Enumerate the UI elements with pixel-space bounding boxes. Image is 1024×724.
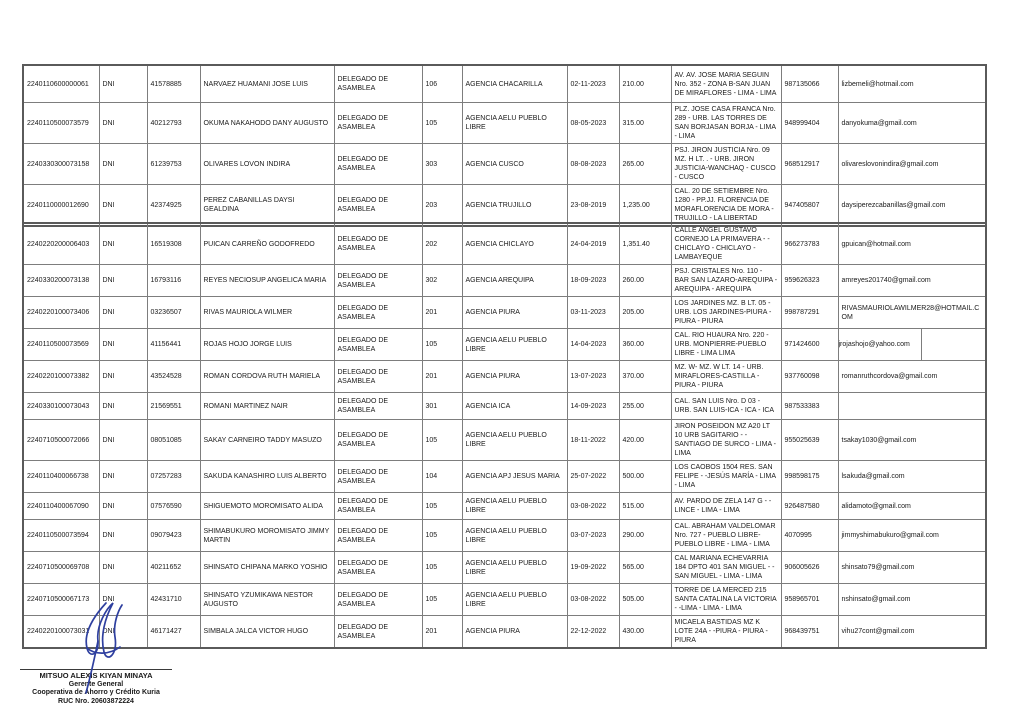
- doc-type-cell: DNI: [99, 223, 147, 265]
- signatory-ruc: RUC Nro. 20603872224: [58, 697, 134, 705]
- doc-type-cell: DNI: [99, 520, 147, 552]
- agency-cell: AGENCIA AELU PUEBLO LIBRE: [462, 329, 567, 361]
- role-cell: DELEGADO DE ASAMBLEA: [334, 461, 422, 493]
- member-id-cell: 2240710500069708: [23, 552, 99, 584]
- doc-type-cell: DNI: [99, 393, 147, 420]
- table-row: [23, 361, 986, 393]
- full-name-cell: ROMAN CORDOVA RUTH MARIELA: [200, 361, 334, 393]
- email-cell: lizbemeli@hotmail.com: [838, 65, 986, 103]
- amount-cell: 370.00: [619, 361, 671, 393]
- agency-code-cell: 105: [422, 420, 462, 461]
- date-cell: 03-08-2022: [567, 493, 619, 520]
- doc-number-cell: 08051085: [147, 420, 200, 461]
- table-row: [23, 552, 986, 584]
- doc-number-cell: 40212793: [147, 103, 200, 144]
- doc-number-cell: 09079423: [147, 520, 200, 552]
- table-row: [23, 461, 986, 493]
- address-cell: AV. PARDO DE ZELA 147 G - -LINCE - LIMA - LIMA: [671, 493, 781, 520]
- doc-number-cell: 16519308: [147, 223, 200, 265]
- table-row: [23, 223, 986, 265]
- amount-cell: 265.00: [619, 144, 671, 185]
- email-cell: vihu27cont@gmail.com: [838, 616, 986, 649]
- address-cell: CAL. SAN LUIS Nro. D 03 - URB. SAN LUIS-ICA - ICA - ICA: [671, 393, 781, 420]
- agency-cell: AGENCIA PIURA: [462, 616, 567, 649]
- doc-type-cell: DNI: [99, 552, 147, 584]
- member-id-cell: 2240110500073569: [23, 329, 99, 361]
- full-name-cell: OLIVARES LOVON INDIRA: [200, 144, 334, 185]
- email-cell: lsakuda@gmail.com: [838, 461, 986, 493]
- signature-line: [20, 669, 172, 670]
- date-cell: 03-07-2023: [567, 520, 619, 552]
- full-name-cell: PEREZ CABANILLAS DAYSI GEALDINA: [200, 185, 334, 227]
- phone-cell: 955025639: [781, 420, 838, 461]
- amount-cell: 315.00: [619, 103, 671, 144]
- doc-type-cell: DNI: [99, 584, 147, 616]
- doc-type-cell: DNI: [99, 420, 147, 461]
- doc-number-cell: 07257283: [147, 461, 200, 493]
- agency-cell: AGENCIA CHICLAYO: [462, 223, 567, 265]
- agency-code-cell: 203: [422, 185, 462, 227]
- signature-block: [20, 636, 172, 706]
- email-split-cell: [838, 329, 986, 360]
- agency-code-cell: 202: [422, 223, 462, 265]
- doc-number-cell: 16793116: [147, 265, 200, 297]
- member-id-cell: 2240330300073158: [23, 144, 99, 185]
- agency-code-cell: 303: [422, 144, 462, 185]
- date-cell: 08-08-2023: [567, 144, 619, 185]
- role-cell: DELEGADO DE ASAMBLEA: [334, 493, 422, 520]
- role-cell: DELEGADO DE ASAMBLEA: [334, 65, 422, 103]
- phone-cell: 966273783: [781, 223, 838, 265]
- address-cell: TORRE DE LA MERCED 215 SANTA CATALINA LA VICTORIA - -LIMA - LIMA - LIMA: [671, 584, 781, 616]
- date-cell: 18-09-2023: [567, 265, 619, 297]
- date-cell: 02-11-2023: [567, 65, 619, 103]
- full-name-cell: SHIGUEMOTO MOROMISATO ALIDA: [200, 493, 334, 520]
- signatory-name: MITSUO ALEXIS KIYAN MINAYA: [39, 671, 153, 680]
- full-name-cell: ROMANI MARTINEZ NAIR: [200, 393, 334, 420]
- agency-code-cell: 201: [422, 297, 462, 329]
- role-cell: DELEGADO DE ASAMBLEA: [334, 265, 422, 297]
- amount-cell: 290.00: [619, 520, 671, 552]
- doc-type-cell: DNI: [99, 461, 147, 493]
- doc-number-cell: 41578885: [147, 65, 200, 103]
- date-cell: 14-09-2023: [567, 393, 619, 420]
- full-name-cell: PUICAN CARREÑO GODOFREDO: [200, 223, 334, 265]
- signatory-organization: Cooperativa de Ahorro y Crédito Kuria: [32, 689, 160, 696]
- doc-number-cell: 46171427: [147, 616, 200, 649]
- role-cell: DELEGADO DE ASAMBLEA: [334, 616, 422, 649]
- role-cell: DELEGADO DE ASAMBLEA: [334, 552, 422, 584]
- email-cell: romanruthcordova@gmail.com: [838, 361, 986, 393]
- member-id-cell: 2240110400066738: [23, 461, 99, 493]
- doc-number-cell: 61239753: [147, 144, 200, 185]
- email-cell: jimmyshimabukuro@gmail.com: [838, 520, 986, 552]
- agency-code-cell: 105: [422, 103, 462, 144]
- doc-type-cell: DNI: [99, 65, 147, 103]
- agency-cell: AGENCIA PIURA: [462, 361, 567, 393]
- member-id-cell: 2240110500073594: [23, 520, 99, 552]
- address-cell: PSJ. JIRON JUSTICIA Nro. 09 MZ. H LT. . - URB. JIRON JUSTICIA-WANCHAQ - CUSCO - CUSCO: [671, 144, 781, 185]
- member-id-cell: 2240110500073579: [23, 103, 99, 144]
- role-cell: DELEGADO DE ASAMBLEA: [334, 103, 422, 144]
- role-cell: DELEGADO DE ASAMBLEA: [334, 420, 422, 461]
- phone-cell: 4070995: [781, 520, 838, 552]
- address-cell: CALLE ANGEL GUSTAVO CORNEJO LA PRIMAVERA - -CHICLAYO - CHICLAYO - LAMBAYEQUE: [671, 223, 781, 265]
- phone-cell: 968512917: [781, 144, 838, 185]
- phone-cell: 971424600: [781, 329, 838, 361]
- doc-type-cell: DNI: [99, 265, 147, 297]
- amount-cell: 515.00: [619, 493, 671, 520]
- agency-code-cell: 301: [422, 393, 462, 420]
- signatory-title: Gerente General: [68, 680, 124, 688]
- doc-number-cell: 21569551: [147, 393, 200, 420]
- doc-type-cell: DNI: [99, 297, 147, 329]
- full-name-cell: SHINSATO YZUMIKAWA NESTOR AUGUSTO: [200, 584, 334, 616]
- member-id-cell: 2240110400067090: [23, 493, 99, 520]
- amount-cell: 1,351.40: [619, 223, 671, 265]
- address-cell: CAL MARIANA ECHEVARRIA 184 DPTO 401 SAN MIGUEL - -SAN MIGUEL - LIMA - LIMA: [671, 552, 781, 584]
- phone-cell: 987533383: [781, 393, 838, 420]
- doc-type-cell: DNI: [99, 616, 147, 649]
- full-name-cell: REYES NECIOSUP ANGELICA MARIA: [200, 265, 334, 297]
- agency-code-cell: 105: [422, 329, 462, 361]
- amount-cell: 205.00: [619, 297, 671, 329]
- role-cell: DELEGADO DE ASAMBLEA: [334, 361, 422, 393]
- member-id-cell: 2240710500072066: [23, 420, 99, 461]
- phone-cell: 906005626: [781, 552, 838, 584]
- date-cell: 18-11-2022: [567, 420, 619, 461]
- date-cell: 14-04-2023: [567, 329, 619, 361]
- amount-cell: 505.00: [619, 584, 671, 616]
- amount-cell: 420.00: [619, 420, 671, 461]
- date-cell: 03-11-2023: [567, 297, 619, 329]
- doc-number-cell: 41156441: [147, 329, 200, 361]
- agency-cell: AGENCIA AELU PUEBLO LIBRE: [462, 420, 567, 461]
- agency-code-cell: 104: [422, 461, 462, 493]
- table-row: [23, 493, 986, 520]
- amount-cell: 360.00: [619, 329, 671, 361]
- table-row: [23, 185, 986, 227]
- full-name-cell: SHIMABUKURO MOROMISATO JIMMY MARTIN: [200, 520, 334, 552]
- address-cell: LOS CAOBOS 1504 RES. SAN FELIPE - -JESÚS MARÍA - LIMA - LIMA: [671, 461, 781, 493]
- member-id-cell: 2240110000012690: [23, 185, 99, 227]
- member-id-cell: 2240330200073138: [23, 265, 99, 297]
- date-cell: 13-07-2023: [567, 361, 619, 393]
- phone-cell: 968439751: [781, 616, 838, 649]
- date-cell: 19-09-2022: [567, 552, 619, 584]
- delegates-table-2: [22, 222, 987, 649]
- delegates-table-2-body: [23, 223, 986, 648]
- phone-cell: 959626323: [781, 265, 838, 297]
- full-name-cell: SHINSATO CHIPANA MARKO YOSHIO: [200, 552, 334, 584]
- table-row: [23, 65, 986, 103]
- email-cell: olivareslovonindira@gmail.com: [838, 144, 986, 185]
- amount-cell: 260.00: [619, 265, 671, 297]
- agency-cell: AGENCIA AELU PUEBLO LIBRE: [462, 520, 567, 552]
- phone-cell: 998598175: [781, 461, 838, 493]
- role-cell: DELEGADO DE ASAMBLEA: [334, 297, 422, 329]
- doc-type-cell: DNI: [99, 103, 147, 144]
- full-name-cell: SAKUDA KANASHIRO LUIS ALBERTO: [200, 461, 334, 493]
- agency-code-cell: 201: [422, 361, 462, 393]
- doc-number-cell: 43524528: [147, 361, 200, 393]
- full-name-cell: SIMBALA JALCA VICTOR HUGO: [200, 616, 334, 649]
- role-cell: DELEGADO DE ASAMBLEA: [334, 223, 422, 265]
- role-cell: DELEGADO DE ASAMBLEA: [334, 584, 422, 616]
- agency-code-cell: 201: [422, 616, 462, 649]
- amount-cell: 255.00: [619, 393, 671, 420]
- role-cell: DELEGADO DE ASAMBLEA: [334, 185, 422, 227]
- doc-number-cell: 07576590: [147, 493, 200, 520]
- doc-number-cell: 42431710: [147, 584, 200, 616]
- table-row: [23, 520, 986, 552]
- full-name-cell: ROJAS HOJO JORGE LUIS: [200, 329, 334, 361]
- agency-cell: AGENCIA APJ JESUS MARIA: [462, 461, 567, 493]
- date-cell: 23-08-2019: [567, 185, 619, 227]
- agency-code-cell: 105: [422, 493, 462, 520]
- delegates-table-1-body: [23, 65, 986, 226]
- agency-cell: AGENCIA CHACARILLA: [462, 65, 567, 103]
- amount-cell: 430.00: [619, 616, 671, 649]
- date-cell: 08-05-2023: [567, 103, 619, 144]
- role-cell: DELEGADO DE ASAMBLEA: [334, 144, 422, 185]
- member-id-cell: 2240220100073406: [23, 297, 99, 329]
- doc-number-cell: 03236507: [147, 297, 200, 329]
- address-cell: MICAELA BASTIDAS MZ K LOTE 24A - -PIURA - PIURA - PIURA: [671, 616, 781, 649]
- email-cell: shinsato79@gmail.com: [838, 552, 986, 584]
- agency-code-cell: 302: [422, 265, 462, 297]
- email-cell: amreyes201740@gmail.com: [838, 265, 986, 297]
- address-cell: MZ. W- MZ. W LT. 14 - URB. MIRAFLORES-CASTILLA - PIURA - PIURA: [671, 361, 781, 393]
- agency-code-cell: 105: [422, 552, 462, 584]
- table-row: [23, 420, 986, 461]
- member-id-cell: 2240330100073043: [23, 393, 99, 420]
- table-row: [23, 265, 986, 297]
- agency-cell: AGENCIA CUSCO: [462, 144, 567, 185]
- address-cell: AV. AV. JOSE MARIA SEGUIN Nro. 352 - ZONA B-SAN JUAN DE MIRAFLORES - LIMA - LIMA: [671, 65, 781, 103]
- member-id-cell: 2240220100073382: [23, 361, 99, 393]
- amount-cell: 500.00: [619, 461, 671, 493]
- address-cell: LOS JARDINES MZ. B LT. 05 - URB. LOS JARDINES-PIURA - PIURA - PIURA: [671, 297, 781, 329]
- doc-number-cell: 42374925: [147, 185, 200, 227]
- doc-type-cell: DNI: [99, 144, 147, 185]
- agency-code-cell: 106: [422, 65, 462, 103]
- date-cell: 03-08-2022: [567, 584, 619, 616]
- full-name-cell: RIVAS MAURIOLA WILMER: [200, 297, 334, 329]
- email-cell: daysiperezcabanillas@gmail.com: [838, 185, 986, 227]
- agency-cell: AGENCIA AELU PUEBLO LIBRE: [462, 493, 567, 520]
- delegates-table-1: [22, 64, 987, 227]
- phone-cell: 948999404: [781, 103, 838, 144]
- phone-cell: 947405807: [781, 185, 838, 227]
- table-row: [23, 584, 986, 616]
- member-id-cell: 2240220100073031: [23, 616, 99, 649]
- address-cell: CAL. ABRAHAM VALDELOMAR Nro. 727 - PUEBLO LIBRE-PUEBLO LIBRE - LIMA - LIMA: [671, 520, 781, 552]
- amount-cell: 210.00: [619, 65, 671, 103]
- date-cell: 22-12-2022: [567, 616, 619, 649]
- role-cell: DELEGADO DE ASAMBLEA: [334, 329, 422, 361]
- table-row: [23, 103, 986, 144]
- agency-cell: AGENCIA AELU PUEBLO LIBRE: [462, 103, 567, 144]
- table-row: [23, 329, 986, 361]
- doc-type-cell: DNI: [99, 185, 147, 227]
- date-cell: 24-04-2019: [567, 223, 619, 265]
- member-id-cell: 2240110600000061: [23, 65, 99, 103]
- agency-code-cell: 105: [422, 520, 462, 552]
- doc-type-cell: DNI: [99, 493, 147, 520]
- address-cell: CAL. RIO HUAURA Nro. 220 - URB. MONPIERRE-PUEBLO LIBRE - LIMA LIMA: [671, 329, 781, 361]
- empty-subcell: [922, 329, 986, 360]
- doc-type-cell: DNI: [99, 329, 147, 361]
- email-cell: gpuican@hotmail.com: [838, 223, 986, 265]
- full-name-cell: NARVAEZ HUAMANI JOSE LUIS: [200, 65, 334, 103]
- email-cell: tsakay1030@gmail.com: [838, 420, 986, 461]
- amount-cell: 565.00: [619, 552, 671, 584]
- doc-number-cell: 40211652: [147, 552, 200, 584]
- agency-cell: AGENCIA PIURA: [462, 297, 567, 329]
- amount-cell: 1,235.00: [619, 185, 671, 227]
- table-row: [23, 393, 986, 420]
- agency-cell: AGENCIA TRUJILLO: [462, 185, 567, 227]
- table-row: [23, 144, 986, 185]
- phone-cell: 958965701: [781, 584, 838, 616]
- address-cell: PSJ. CRISTALES Nro. 110 - BAR SAN LAZARO-AREQUIPA - AREQUIPA - AREQUIPA: [671, 265, 781, 297]
- doc-type-cell: DNI: [99, 361, 147, 393]
- full-name-cell: OKUMA NAKAHODO DANY AUGUSTO: [200, 103, 334, 144]
- address-cell: JIRON POSEIDON MZ A20 LT 10 URB SAGITARIO - -SANTIAGO DE SURCO - LIMA - LIMA: [671, 420, 781, 461]
- agency-cell: AGENCIA AREQUIPA: [462, 265, 567, 297]
- phone-cell: 926487580: [781, 493, 838, 520]
- phone-cell: 987135066: [781, 65, 838, 103]
- email-cell: danyokuma@gmail.com: [838, 103, 986, 144]
- date-cell: 25-07-2022: [567, 461, 619, 493]
- member-id-cell: 2240220200006403: [23, 223, 99, 265]
- email-cell: nshinsato@gmail.com: [838, 584, 986, 616]
- agency-code-cell: 105: [422, 584, 462, 616]
- email-value: jrojashojo@yahoo.com: [838, 329, 922, 360]
- member-id-cell: 2240710500067173: [23, 584, 99, 616]
- email-cell: [838, 393, 986, 420]
- agency-cell: AGENCIA ICA: [462, 393, 567, 420]
- phone-cell: 998787291: [781, 297, 838, 329]
- address-cell: CAL. 20 DE SETIEMBRE Nro. 1280 - PP.JJ. FLORENCIA DE MORAFLORENCIA DE MORA - TRUJILLO - LA LIBERTAD: [671, 185, 781, 227]
- address-cell: PLZ. JOSE CASA FRANCA Nro. 289 - URB. LAS TORRES DE SAN BORJASAN BORJA - LIMA - LIMA: [671, 103, 781, 144]
- agency-cell: AGENCIA AELU PUEBLO LIBRE: [462, 584, 567, 616]
- email-cell: [838, 329, 986, 361]
- role-cell: DELEGADO DE ASAMBLEA: [334, 520, 422, 552]
- agency-cell: AGENCIA AELU PUEBLO LIBRE: [462, 552, 567, 584]
- phone-cell: 937760098: [781, 361, 838, 393]
- role-cell: DELEGADO DE ASAMBLEA: [334, 393, 422, 420]
- email-cell: RIVASMAURIOLAWILMER28@HOTMAIL.COM: [838, 297, 986, 329]
- table-row: [23, 297, 986, 329]
- full-name-cell: SAKAY CARNEIRO TADDY MASUZO: [200, 420, 334, 461]
- email-cell: alidamoto@gmail.com: [838, 493, 986, 520]
